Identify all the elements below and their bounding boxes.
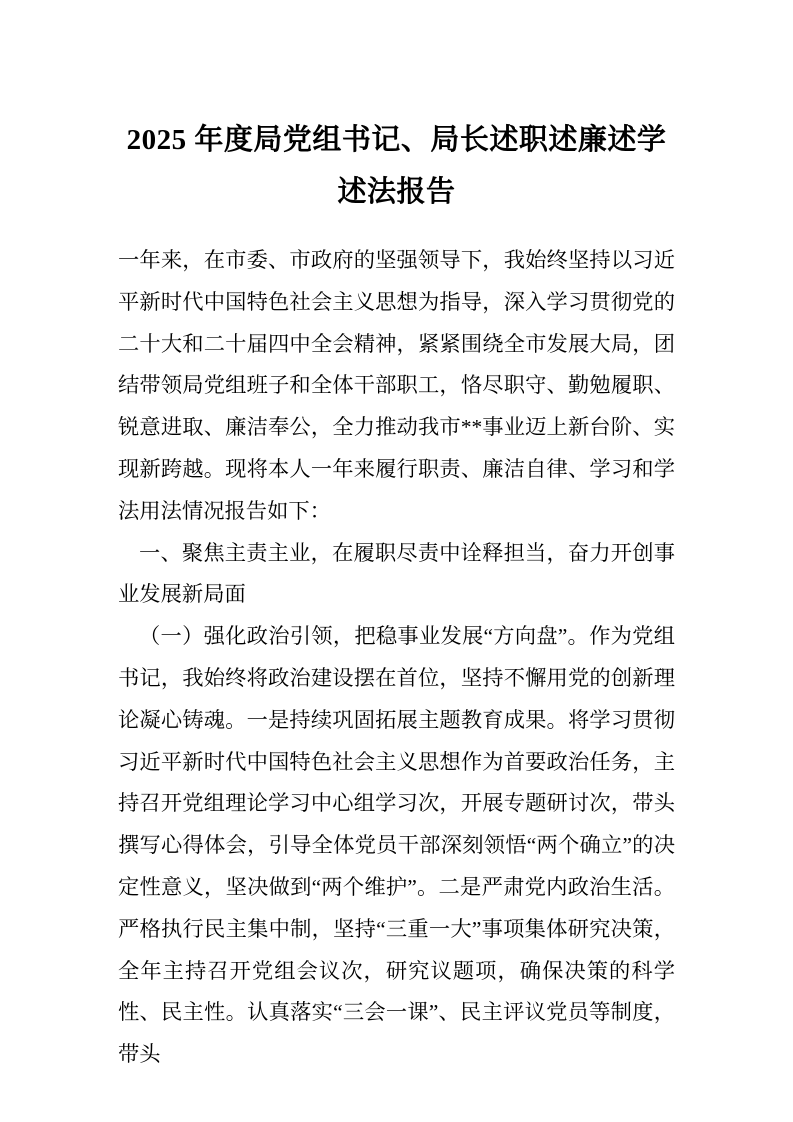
document-title: 2025 年度局党组书记、局长述职述廉述学述法报告 xyxy=(126,124,667,208)
paragraph-intro: 一年来，在市委、市政府的坚强领导下，我始终坚持以习近平新时代中国特色社会主义思想为指导，深入学习贯彻党的二十大和二十届四中全会精神，紧紧围绕全市发展大局，团结带领局党组班子和全体干部职工，恪尽职守、勤勉履职、锐意进取、廉洁奉公，全力推动我市**事业迈上新台阶、实现新跨越。现将本人一年来履行职责、廉洁自律、学习和学法用法情况报告如下： xyxy=(118,248,675,523)
document-body xyxy=(118,240,675,1076)
section-heading-1: 一、聚焦主责主业，在履职尽责中诠释担当，奋力开创事业发展新局面 xyxy=(118,540,675,607)
paragraph-section-1-1: （一）强化政治引领，把稳事业发展“方向盘”。作为党组书记，我始终将政治建设摆在首位，坚持不懈用党的创新理论凝心铸魂。一是持续巩固拓展主题教育成果。将学习贯彻习近平新时代中国特色社会主义思想作为首要政治任务，主持召开党组理论学习中心组学习次，开展专题研讨次，带头撰写心得体会，引导全体党员干部深刻领悟“两个确立”的决定性意义，坚决做到“两个维护”。二是严肃党内政治生活。严格执行民主集中制，坚持“三重一大”事项集体研究决策，全年主持召开党组会议次，研究议题项，确保决策的科学性、民主性。认真落实“三会一课”、民主评议党员等制度，带头 xyxy=(118,624,675,1067)
